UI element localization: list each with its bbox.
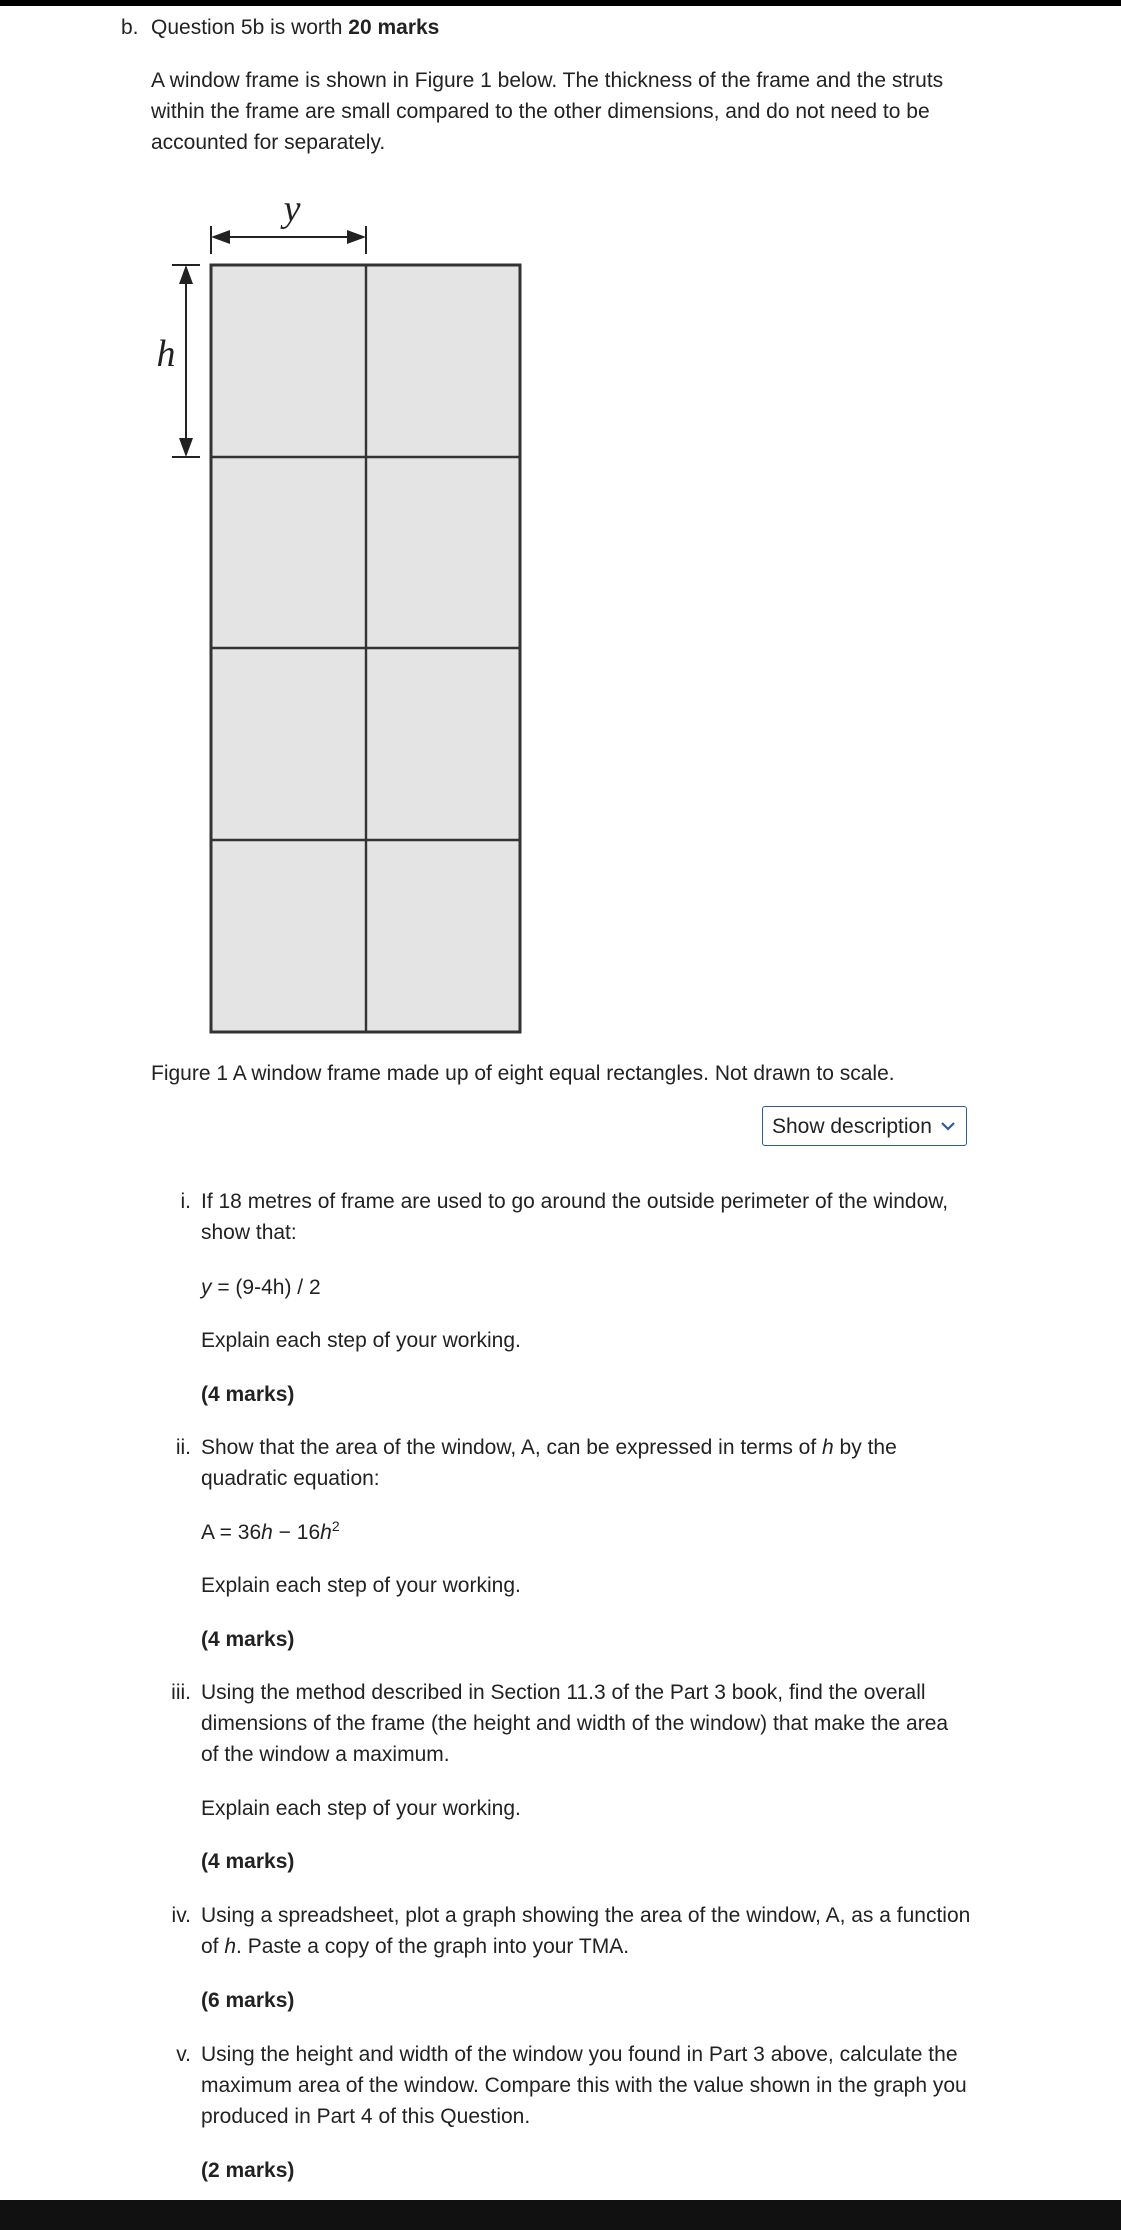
- part-ii-text-line-2: quadratic equation:: [201, 1467, 380, 1490]
- part-v-text-line-3: produced in Part 4 of this Question.: [201, 2105, 531, 2128]
- show-description-label: Show description: [772, 1114, 932, 1138]
- part-iii-text-line-2: dimensions of the frame (the height and width of the window) that make the area: [201, 1712, 949, 1735]
- part-iii-text-line-3: of the window a maximum.: [201, 1743, 450, 1766]
- part-iii-explain: Explain each step of your working.: [201, 1797, 521, 1820]
- part-v-marks: (2 marks): [201, 2159, 295, 2182]
- y-label: y: [283, 188, 301, 230]
- window-panels: [211, 265, 520, 1032]
- part-i-text-line-1: If 18 metres of frame are used to go around the outside perimeter of the window,: [201, 1190, 949, 1213]
- part-iv-text-line-1: Using a spreadsheet, plot a graph showing the area of the window, A, as a function: [201, 1904, 971, 1927]
- part-i-equation: y = (9-4h) / 2: [201, 1276, 321, 1299]
- h-label: h: [156, 333, 176, 375]
- part-iv-number: iv.: [171, 1904, 191, 1927]
- part-i-number: i.: [180, 1190, 191, 1213]
- part-iii-number: iii.: [171, 1681, 191, 1704]
- width-dimension: [211, 226, 366, 254]
- part-ii-explain: Explain each step of your working.: [201, 1574, 521, 1597]
- show-description-button[interactable]: [762, 1106, 967, 1146]
- bottom-bar: [0, 2200, 1121, 2230]
- part-ii-equation: $A = 36h - 16h^2$: [201, 1518, 340, 1544]
- part-i-text-line-2: show that:: [201, 1221, 297, 1244]
- part-iv-marks: (6 marks): [201, 1989, 295, 2012]
- part-ii-number: ii.: [175, 1436, 191, 1459]
- part-v-text-line-2: maximum area of the window. Compare this with the value shown in the graph you: [201, 2074, 967, 2097]
- part-i-marks: (4 marks): [201, 1383, 295, 1406]
- part-iii-text-line-1: Using the method described in Section 11.3 of the Part 3 book, find the overall: [201, 1681, 926, 1704]
- top-bar: [0, 0, 1121, 6]
- part-iv-text-line-2: of h. Paste a copy of the graph into your TMA.: [201, 1935, 630, 1958]
- part-iii-marks: (4 marks): [201, 1850, 295, 1873]
- question-marks: 20 marks: [348, 16, 440, 39]
- question-letter: b.: [121, 16, 139, 39]
- part-ii-text-line-1: Show that the area of the window, A, can be expressed in terms of h by the: [201, 1436, 897, 1459]
- part-v-text-line-1: Using the height and width of the window you found in Part 3 above, calculate the: [201, 2043, 958, 2066]
- window-frame-figure: [140, 180, 540, 1040]
- chevron-down-icon: [940, 1120, 956, 1132]
- figure-caption: Figure 1 A window frame made up of eight equal rectangles. Not drawn to scale.: [151, 1062, 895, 1085]
- part-i-explain: Explain each step of your working.: [201, 1329, 521, 1352]
- question-heading: Question 5b is worth 20 marks: [151, 16, 440, 39]
- part-ii-marks: (4 marks): [201, 1628, 295, 1651]
- intro-paragraph: A window frame is shown in Figure 1 below. The thickness of the frame and the struts within the frame are small compared to the other dimensions, and do not need to be accounted for separately.: [151, 69, 944, 154]
- height-dimension: [172, 265, 200, 457]
- part-v-number: v.: [176, 2043, 191, 2066]
